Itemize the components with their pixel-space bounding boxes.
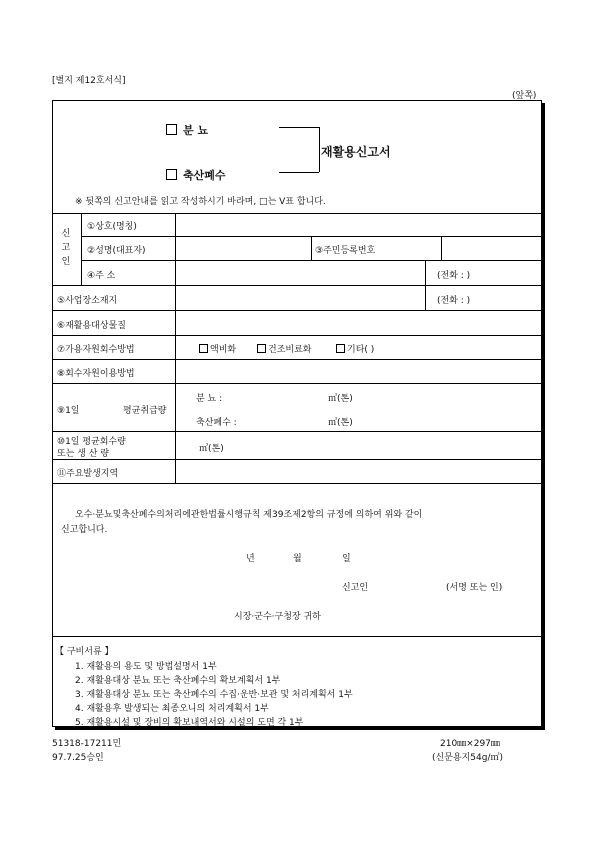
location-field[interactable] bbox=[177, 461, 539, 482]
footer-approved: 97.7.25승인 bbox=[52, 753, 104, 763]
document-item: 3. 재활용대상 분뇨 또는 축산폐수의 수집·운반·보관 및 처리계획서 1부 bbox=[75, 690, 353, 700]
date-month: 월 bbox=[293, 554, 302, 564]
side-label: (앞쪽) bbox=[512, 91, 537, 101]
livestock-unit: ㎥(톤) bbox=[328, 418, 353, 428]
document-item: 1. 재활용의 용도 및 방법설명서 1부 bbox=[75, 662, 217, 672]
workplace-label: ⑤사업장소재지 bbox=[57, 296, 118, 306]
documents-heading: 【 구비서류 】 bbox=[55, 647, 114, 657]
address-label: ④주 소 bbox=[87, 271, 116, 281]
instruction: ※ 뒷쪽의 신고안내를 읽고 작성하시기 바라며, □는 V표 합니다. bbox=[75, 197, 326, 207]
daily-avg-label-1: ⑨1일 bbox=[57, 406, 80, 416]
document-item: 2. 재활용대상 분뇨 또는 축산폐수의 확보계획서 1부 bbox=[75, 676, 281, 686]
resident-no-field[interactable] bbox=[443, 238, 539, 258]
reporter-signature-label: 신고인 bbox=[342, 583, 369, 593]
checkbox-icon[interactable] bbox=[199, 344, 208, 353]
target-label: ⑥재활용대상물질 bbox=[57, 321, 126, 331]
recovered-label-1: ⑩1일 평균회수량 bbox=[57, 437, 126, 447]
method-option-liquid[interactable]: 액비화 bbox=[199, 342, 236, 355]
usage-field[interactable] bbox=[177, 361, 539, 382]
address-field[interactable] bbox=[177, 262, 423, 283]
address-phone[interactable]: (전화 : ) bbox=[437, 271, 471, 281]
checkbox-icon[interactable] bbox=[166, 124, 177, 135]
date-year: 년 bbox=[246, 554, 255, 564]
option-livestock[interactable]: 축산폐수 bbox=[166, 167, 226, 183]
signature-hint[interactable]: (서명 또는 인) bbox=[446, 583, 503, 593]
daily-avg-label-2: 평균취급량 bbox=[123, 406, 167, 416]
target-field[interactable] bbox=[177, 312, 539, 333]
method-option-other[interactable]: 기타( ) bbox=[336, 342, 374, 355]
usage-label: ⑧회수자원이용방법 bbox=[57, 369, 135, 379]
document-item: 5. 재활용시설 및 장비의 확보내역서와 시설의 도면 각 1부 bbox=[75, 718, 304, 728]
name-label: ②성명(대표자) bbox=[87, 246, 146, 256]
name-field[interactable] bbox=[177, 238, 309, 258]
workplace-field[interactable] bbox=[177, 287, 423, 308]
form-number: [별지 제12호서식] bbox=[52, 76, 126, 86]
method-option-dry[interactable]: 건조비료화 bbox=[257, 342, 311, 355]
option-manure[interactable]: 분 뇨 bbox=[166, 122, 208, 138]
workplace-phone[interactable]: (전화 : ) bbox=[437, 296, 471, 306]
recipient: 시장·군수·구청장 귀하 bbox=[234, 612, 321, 622]
reporter-group-label: 신 고 인 bbox=[61, 229, 71, 267]
business-name-label: ①상호(명칭) bbox=[87, 222, 137, 232]
business-name-field[interactable] bbox=[177, 215, 539, 235]
manure-label: 분 뇨 : bbox=[196, 394, 223, 404]
checkbox-icon[interactable] bbox=[166, 169, 177, 180]
declaration-text-1: 오수·분뇨및축산폐수의처리에관한법률시행규칙 제39조제2항의 규정에 의하여 위와 같이 bbox=[75, 510, 423, 520]
footer-size: 210㎜×297㎜ bbox=[440, 739, 500, 749]
form-title: 재활용신고서 bbox=[321, 145, 391, 159]
date-day: 일 bbox=[342, 554, 351, 564]
livestock-label: 축산폐수 : bbox=[196, 418, 237, 428]
checkbox-icon[interactable] bbox=[336, 344, 345, 353]
declaration-text-2: 신고합니다. bbox=[61, 525, 108, 535]
location-label: ⑪주요발생지역 bbox=[57, 469, 119, 479]
checkbox-icon[interactable] bbox=[257, 344, 266, 353]
recovered-label-2: 또는 생 산 량 bbox=[57, 449, 110, 459]
footer-code: 51318-17211민 bbox=[52, 739, 122, 749]
manure-unit: ㎥(톤) bbox=[328, 394, 353, 404]
document-item: 4. 재활용후 발생되는 최종오니의 처리계획서 1부 bbox=[75, 704, 269, 714]
report-form bbox=[52, 100, 542, 727]
resident-no-label: ③주민등록번호 bbox=[315, 246, 376, 256]
footer-paper: (신문용지54g/㎡) bbox=[432, 753, 503, 763]
recovered-unit: ㎥(톤) bbox=[199, 444, 224, 454]
method-label: ⑦가용자원회수방법 bbox=[57, 345, 135, 355]
